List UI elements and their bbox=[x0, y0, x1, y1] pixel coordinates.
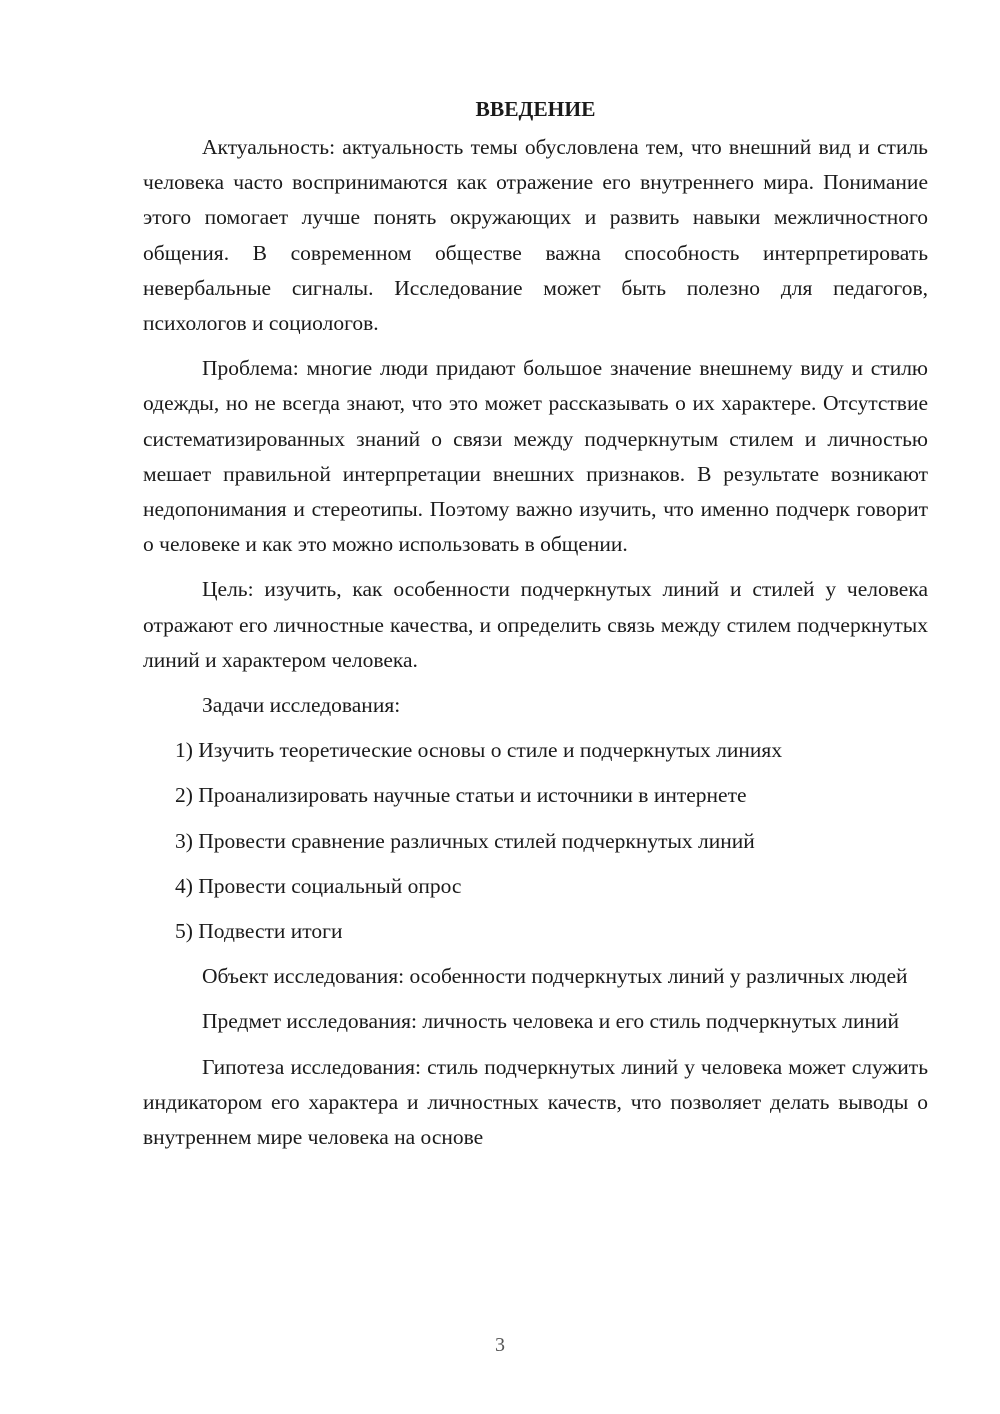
paragraph-relevance: Актуальность: актуальность темы обусловлена тем, что внешний вид и стиль человека часто воспринимаются как отражение его внутреннего мира. Понимание этого помогает лучше понять окружающих и развить навыки межличностного общения. В современном обществе важна способность интерпретировать невербальные сигналы. Исследование может быть полезно для педагогов, психологов и социологов. bbox=[143, 135, 928, 336]
list-item: 5) Подвести итоги bbox=[175, 919, 343, 944]
list-item: 3) Провести сравнение различных стилей подчеркнутых линий bbox=[175, 828, 755, 853]
paragraph-subject: Предмет исследования: личность человека и его стиль подчеркнутых линий bbox=[202, 1009, 900, 1034]
section-heading: ВВЕДЕНИЕ bbox=[475, 97, 596, 121]
page-number: 3 bbox=[495, 1334, 505, 1356]
paragraph-object: Объект исследования: особенности подчеркнутых линий у различных людей bbox=[202, 964, 908, 989]
paragraph-problem: Проблема: многие люди придают большое значение внешнему виду и стилю одежды, но не всегда знают, что это может рассказывать о их характере. Отсутствие систематизированных знаний о связи между подчеркнутым стилем и личностью мешает правильной интерпретации внешних признаков. В результате возникают недопонимания и стереотипы. Поэтому важно изучить, что именно подчерк говорит о человеке и как это можно использовать в общении. bbox=[143, 356, 928, 557]
document-page bbox=[143, 92, 928, 1165]
list-item: 2) Проанализировать научные статьи и источники в интернете bbox=[175, 783, 747, 808]
list-item: 4) Провести социальный опрос bbox=[175, 873, 462, 898]
tasks-list bbox=[143, 733, 928, 949]
paragraph-goal: Цель: изучить, как особенности подчеркнутых линий и стилей у человека отражают его личностные качества, и определить связь между стилем подчеркнутых линий и характером человека. bbox=[143, 577, 928, 672]
paragraph-hypothesis: Гипотеза исследования: стиль подчеркнутых линий у человека может служить индикатором его характера и личностных качеств, что позволяет делать выводы о внутреннем мире человека на основе bbox=[143, 1054, 928, 1150]
tasks-heading: Задачи исследования: bbox=[202, 693, 401, 718]
list-item: 1) Изучить теоретические основы о стиле и подчеркнутых линиях bbox=[175, 738, 783, 763]
